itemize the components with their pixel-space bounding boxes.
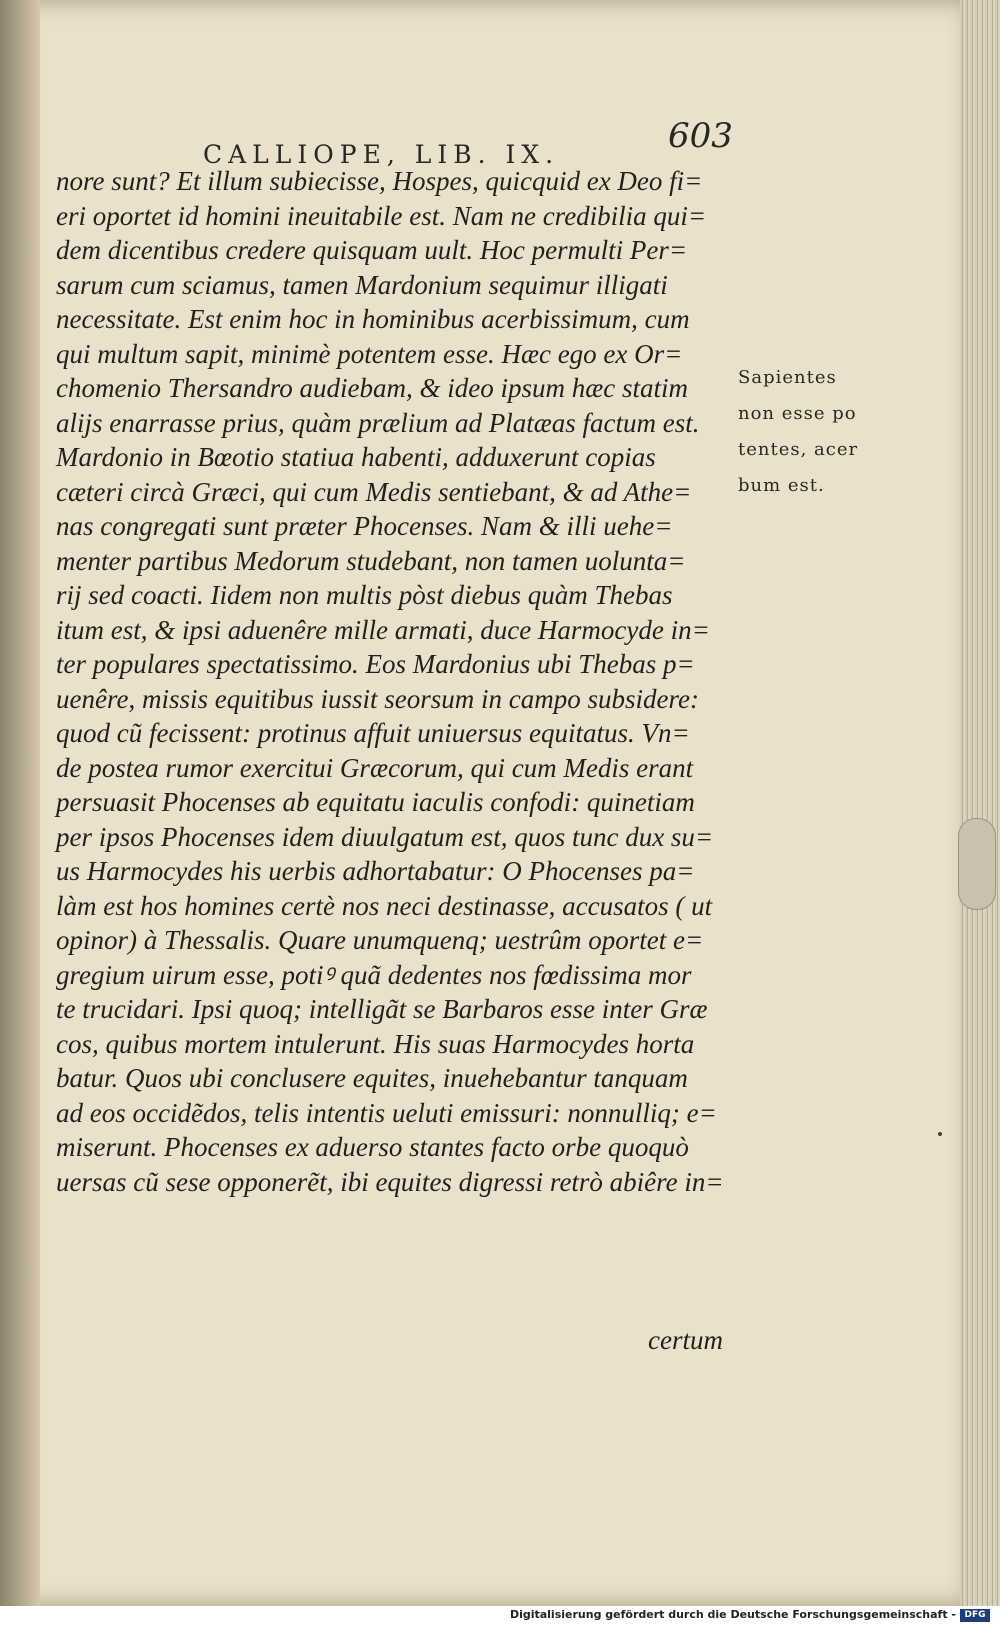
marginal-note-line: Sapientes — [738, 367, 837, 388]
text-line: de postea rumor exercitui Græcorum, qui cum Medis erant — [56, 752, 694, 783]
text-line: alijs enarrasse prius, quàm prælium ad Platæas factum est. — [56, 407, 700, 438]
text-line: cos, quibus mortem intulerunt. His suas Harmocydes horta — [56, 1028, 695, 1059]
text-line: menter partibus Medorum studebant, non tamen uolunta= — [56, 545, 686, 576]
text-line: rij sed coacti. Iidem non multis pòst diebus quàm Thebas — [56, 580, 673, 610]
page-edges — [960, 0, 1000, 1606]
text-line: uersas cũ sese opponerẽt, ibi equites digressi retrò abiêre in= — [56, 1166, 724, 1197]
catchword: certum — [648, 1325, 723, 1355]
text-line: ad eos occidẽdos, telis intentis ueluti emissuri: nonnulliq; e= — [56, 1097, 717, 1128]
text-line: miserunt. Phocenses ex aduerso stantes facto orbe quoquò — [56, 1132, 689, 1162]
dfg-logo-icon: DFG — [960, 1609, 990, 1622]
marginal-note-line: non esse po — [738, 403, 857, 424]
text-line: persuasit Phocenses ab equitatu iaculis confodi: quinetiam — [56, 787, 695, 817]
ink-speck — [938, 1132, 942, 1136]
running-head: CALLIOPE, LIB. IX. — [203, 140, 560, 169]
funding-credit: Digitalisierung gefördert durch die Deutsche Forschungsgemeinschaft - — [509, 1608, 956, 1621]
text-line: us Harmocydes his uerbis adhortabatur: O Phocenses pa= — [56, 856, 695, 886]
book-clasp-tab — [958, 818, 996, 910]
text-line: làm est hos homines certè nos neci destinasse, accusatos ( ut — [56, 890, 713, 921]
text-line: nore sunt? Et illum subiecisse, Hospes, quicquid ex Deo fi= — [56, 166, 703, 196]
text-line: gregium uirum esse, potiꝰ quã dedentes nos fœdissima mor — [56, 959, 692, 990]
digitization-footer — [0, 1606, 1000, 1626]
text-line: chomenio Thersandro audiebam, & ideo ipsum hæc statim — [56, 373, 688, 403]
text-line: quod cũ fecissent: protinus affuit uniuersus equitatus. Vn= — [56, 718, 690, 748]
text-line: nas congregati sunt præter Phocenses. Nam & illi uehe= — [56, 511, 673, 541]
text-line: itum est, & ipsi aduenêre mille armati, duce Harmocyde in= — [56, 614, 710, 645]
page-gutter — [0, 0, 40, 1606]
text-line: batur. Quos ubi conclusere equites, inuehebantur tanquam — [56, 1063, 688, 1093]
page-number: 603 — [668, 116, 733, 156]
text-line: eri oportet id homini ineuitabile est. Nam ne credibilia qui= — [56, 200, 707, 231]
text-line: opinor) à Thessalis. Quare unumquenq; uestrûm oportet e= — [56, 925, 704, 955]
text-line: dem dicentibus credere quisquam uult. Hoc permulti Per= — [56, 235, 688, 265]
text-line: cæteri circà Græci, qui cum Medis sentiebant, & ad Athe= — [56, 476, 692, 507]
marginal-note-line: tentes, acer — [738, 439, 859, 460]
text-line: per ipsos Phocenses idem diuulgatum est, quos tunc dux su= — [56, 821, 714, 852]
text-line: necessitate. Est enim hoc in hominibus acerbissimum, cum — [56, 304, 690, 334]
text-line: uenêre, missis equitibus iussit seorsum in campo subsidere: — [56, 683, 699, 714]
body-text — [56, 164, 736, 1199]
text-line: sarum cum sciamus, tamen Mardonium sequimur illigati — [56, 269, 668, 300]
text-line: ter populares spectatissimo. Eos Mardonius ubi Thebas p= — [56, 649, 695, 679]
text-line: te trucidari. Ipsi quoq; intelligãt se Barbaros esse inter Græ — [56, 994, 708, 1024]
text-line: Mardonio in Bœotio statiua habenti, adduxerunt copias — [56, 442, 656, 472]
text-line: qui multum sapit, minimè potentem esse. Hæc ego ex Or= — [56, 338, 683, 369]
marginal-note — [738, 360, 858, 504]
marginal-note-line: bum est. — [738, 475, 825, 496]
